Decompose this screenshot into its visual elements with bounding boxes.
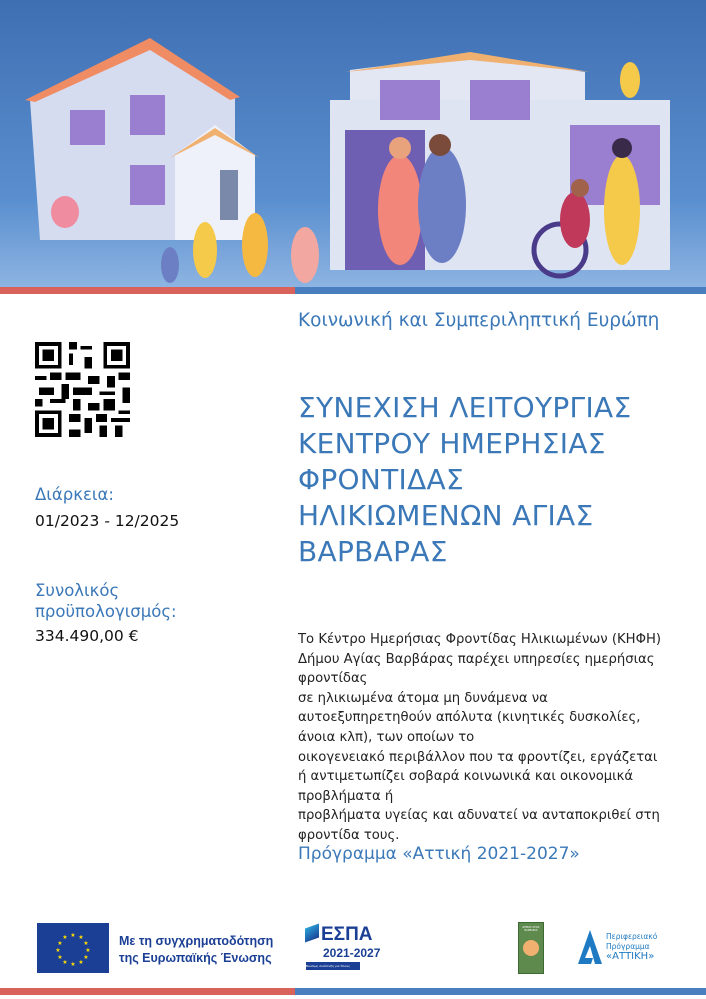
description-line: ή αντιμετωπίζει σοβαρά κοινωνικά και οικονομικά — [298, 769, 634, 785]
footer-stripe-red — [0, 988, 295, 995]
description-line: Δήμου Αγίας Βαρβάρας παρέχει υπηρεσίες ημερήσιας — [298, 651, 655, 667]
program-name: Πρόγραμμα «Αττική 2021-2027» — [298, 844, 580, 864]
budget-label-line: προϋπολογισμός: — [35, 602, 177, 621]
description-line: προβλήματα υγείας και αδυνατεί να ανταποκριθεί στη — [298, 808, 660, 824]
espa-years: 2021-2027 — [323, 946, 381, 960]
eu-flag-logo — [37, 923, 109, 973]
attiki-program-text — [606, 932, 657, 962]
title-line: ΒΑΡΒΑΡΑΣ — [298, 535, 448, 568]
municipality-emblem-icon — [523, 940, 539, 956]
budget-label — [35, 580, 177, 622]
eu-cofunding-text — [119, 933, 273, 967]
qr-code[interactable] — [35, 342, 130, 437]
title-line: ΗΛΙΚΙΩΜΕΝΩΝ ΑΓΙΑΣ — [298, 499, 594, 532]
svg-text:★: ★ — [62, 959, 68, 966]
divider-red — [0, 287, 295, 294]
description-line: άνοια κλπ), των οποίων το — [298, 729, 475, 745]
svg-text:★: ★ — [83, 940, 89, 947]
svg-text:★: ★ — [55, 947, 61, 954]
program-axis-subtitle: Κοινωνική και Συμπεριληπτική Ευρώπη — [298, 310, 660, 331]
budget-label-line: Συνολικός — [35, 581, 120, 600]
title-line: ΦΡΟΝΤΙΔΑΣ — [298, 463, 464, 496]
description-line: προβλήματα ή — [298, 788, 394, 804]
svg-text:★: ★ — [70, 961, 76, 968]
divider-blue — [295, 287, 706, 294]
duration-value: 01/2023 - 12/2025 — [35, 512, 180, 530]
espa-tagline: Βιώσιμη Ανάπτυξη για Όλους — [306, 962, 360, 970]
attiki-line: Πρόγραμμα — [606, 942, 650, 951]
eu-text-line: Με τη συγχρηματοδότηση — [119, 934, 274, 948]
footer-stripe-blue — [295, 988, 706, 995]
attiki-logo-icon — [577, 928, 603, 970]
svg-text:★: ★ — [78, 959, 84, 966]
budget-value: 334.490,00 € — [35, 627, 139, 645]
houses-people-illustration — [0, 0, 706, 287]
title-line: ΚΕΝΤΡΟΥ ΗΜΕΡΗΣΙΑΣ — [298, 427, 606, 460]
espa-title: ΕΣΠΑ — [321, 924, 373, 945]
svg-text:★: ★ — [83, 954, 89, 961]
description-line: φροντίδας — [298, 671, 368, 687]
svg-text:★: ★ — [85, 947, 91, 954]
title-line: ΣΥΝΕΧΙΣΗ ΛΕΙΤΟΥΡΓΙΑΣ — [298, 391, 632, 424]
svg-text:★: ★ — [57, 954, 63, 961]
description-line: αυτοεξυπηρετηθούν απόλυτα (κινητικές δυσκολίες, — [298, 710, 641, 726]
svg-text:★: ★ — [78, 934, 84, 941]
svg-text:★: ★ — [70, 932, 76, 939]
description-line: οικογενειακό περιβάλλον που τα φροντίζει, εργάζεται — [298, 749, 658, 765]
attiki-line: «ΑΤΤΙΚΗ» — [606, 951, 655, 962]
description-line: σε ηλικιωμένα άτομα μη δυνάμενα να — [298, 690, 548, 706]
svg-text:★: ★ — [57, 940, 63, 947]
espa-swoosh-icon — [305, 923, 319, 942]
eu-text-line: της Ευρωπαϊκής Ένωσης — [119, 951, 272, 965]
municipality-text: ΔΗΜΟΣ ΑΓΙΑΣ ΒΑΡΒΑΡΑΣ — [522, 926, 540, 932]
project-title — [298, 390, 698, 570]
description-line: φροντίδα τους. — [298, 827, 400, 843]
attiki-line: Περιφερειακό — [606, 932, 658, 941]
espa-logo — [305, 924, 381, 974]
municipality-logo — [518, 922, 544, 974]
duration-label: Διάρκεια: — [35, 485, 114, 504]
project-description — [298, 630, 698, 846]
hero-illustration — [0, 0, 706, 287]
description-line: Το Κέντρο Ημερήσιας Φροντίδας Ηλικιωμένων (ΚΗΦΗ) — [298, 632, 662, 647]
svg-text:★: ★ — [62, 934, 68, 941]
